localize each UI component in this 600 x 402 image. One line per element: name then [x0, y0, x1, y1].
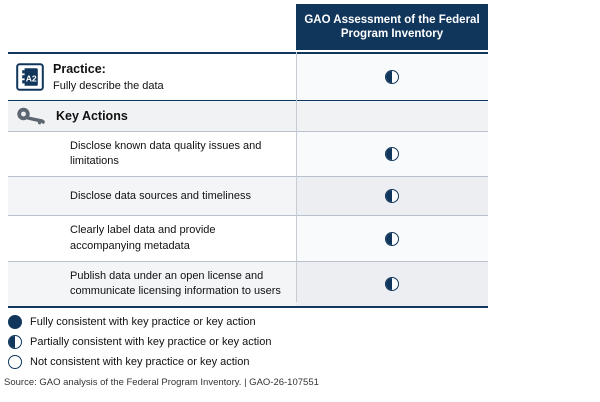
status-badge-partial — [385, 147, 399, 161]
table-row — [8, 261, 488, 306]
action-label: Clearly label data and provide accompanying metadata — [70, 224, 216, 252]
table-row-key-actions-header — [8, 100, 488, 131]
action-assessment-cell — [296, 262, 488, 306]
action-text-cell — [8, 216, 296, 260]
practice-labels — [53, 61, 164, 94]
legend-label: Partially consistent with key practice or key action — [30, 336, 272, 348]
action-label: Disclose known data quality issues and limitations — [70, 140, 262, 168]
svg-text:A2: A2 — [25, 73, 37, 84]
status-badge-partial — [385, 277, 399, 291]
action-text-cell — [8, 177, 296, 215]
assessment-document-icon — [16, 63, 44, 91]
legend-marker-none — [8, 355, 22, 369]
action-assessment-cell — [296, 132, 488, 176]
legend-item — [8, 352, 488, 372]
action-label: Disclose data sources and timeliness — [70, 189, 251, 202]
action-text-cell — [8, 262, 296, 306]
practice-cell — [8, 54, 296, 100]
practice-label: Practice: — [53, 61, 106, 76]
column-header-title: GAO Assessment of the Federal Program Inventory — [304, 13, 480, 40]
key-icon — [16, 105, 46, 127]
column-header — [296, 4, 488, 50]
table-row — [8, 176, 488, 215]
practice-assessment-cell — [296, 54, 488, 100]
legend-label: Not consistent with key practice or key action — [30, 356, 250, 368]
key-actions-cell — [8, 101, 296, 131]
practice-description: Fully describe the data — [53, 79, 164, 92]
legend-marker-full — [8, 315, 22, 329]
legend-label: Fully consistent with key practice or key action — [30, 316, 256, 328]
table-row — [8, 215, 488, 260]
source-note: Source: GAO analysis of the Federal Program Inventory. | GAO-26-107551 — [4, 377, 319, 388]
key-actions-label: Key Actions — [56, 109, 128, 123]
action-assessment-cell — [296, 216, 488, 260]
table-row-practice — [8, 54, 488, 100]
table-row — [8, 131, 488, 176]
action-label: Publish data under an open license and communicate licensing information to users — [70, 269, 281, 297]
status-badge-partial — [385, 70, 399, 84]
legend-item — [8, 332, 488, 352]
status-badge-partial — [385, 232, 399, 246]
bottom-rule — [0, 396, 600, 397]
assessment-table — [8, 52, 488, 308]
legend — [8, 312, 488, 372]
legend-marker-partial — [8, 335, 22, 349]
action-assessment-cell — [296, 177, 488, 215]
key-actions-header-assessment-cell — [296, 101, 488, 131]
status-badge-partial — [385, 189, 399, 203]
legend-item — [8, 312, 488, 332]
action-text-cell — [8, 132, 296, 176]
column-divider — [296, 52, 297, 302]
